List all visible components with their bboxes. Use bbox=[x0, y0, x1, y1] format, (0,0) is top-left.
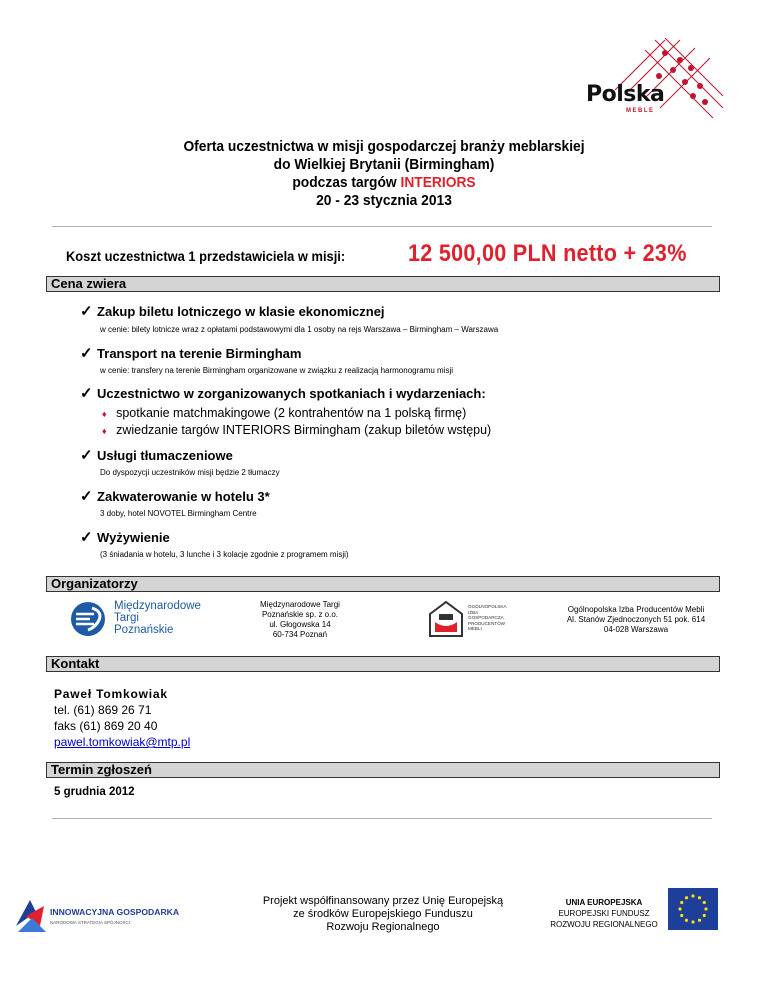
divider bbox=[52, 818, 712, 819]
contact-name: Paweł Tomkowiak bbox=[54, 687, 168, 701]
project-line: ze środków Europejskiego Funduszu bbox=[293, 908, 473, 920]
eu-flag-icon bbox=[668, 888, 718, 930]
divider bbox=[52, 226, 712, 227]
mtp-logo-text bbox=[114, 600, 201, 636]
eu-star bbox=[703, 914, 706, 917]
contact-block bbox=[54, 686, 190, 750]
title-line-2: do Wielkiej Brytanii (Birmingham) bbox=[273, 156, 495, 173]
cost-value: 12 500,00 PLN netto + 23% bbox=[408, 240, 687, 267]
diamond-bullet-icon: ♦ bbox=[102, 426, 107, 436]
check-icon: ✓ bbox=[80, 345, 93, 362]
address-line: ul. Głogowska 14 bbox=[269, 620, 331, 629]
address-line: Ogólnopolska Izba Producentów Mebli bbox=[567, 605, 705, 614]
deadline-date: 5 grudnia 2012 bbox=[54, 786, 135, 798]
footer-project-text bbox=[238, 895, 528, 934]
eu-star bbox=[698, 896, 701, 899]
mtp-address bbox=[244, 600, 356, 640]
mtp-logo-line: Targi bbox=[114, 612, 139, 624]
oipm-logo-line: MEBLI bbox=[468, 626, 482, 632]
eu-star bbox=[703, 901, 706, 904]
contact-fax: faks (61) 869 20 40 bbox=[54, 719, 158, 733]
item-title: Zakup biletu lotniczego w klasie ekonomicznej bbox=[97, 304, 385, 319]
eu-star bbox=[685, 896, 688, 899]
oipm-logo-line: IZBA bbox=[468, 609, 479, 615]
eu-star bbox=[685, 919, 688, 922]
oipm-address bbox=[556, 605, 716, 635]
title-highlight: INTERIORS bbox=[400, 174, 476, 191]
polska-meble-logo bbox=[585, 38, 725, 120]
sub-bullet-text: zwiedzanie targów INTERIORS Birmingham (zakup biletów wstępu) bbox=[116, 423, 492, 437]
title-line-3 bbox=[31, 174, 738, 191]
title-line-1: Oferta uczestnictwa w misji gospodarczej branży meblarskiej bbox=[183, 138, 585, 155]
eu-star bbox=[680, 914, 683, 917]
project-line: Projekt współfinansowany przez Unię Europejską bbox=[262, 895, 504, 907]
list-item bbox=[80, 384, 486, 403]
check-icon: ✓ bbox=[80, 385, 93, 402]
eu-line: UNIA EUROPEJSKA bbox=[565, 898, 643, 907]
item-title: Wyżywienie bbox=[97, 530, 170, 545]
footer-ig-title: INNOWACYJNA GOSPODARKA bbox=[50, 907, 180, 917]
oipm-logo-icon bbox=[426, 600, 466, 638]
eu-line: EUROPEJSKI FUNDUSZ bbox=[558, 909, 650, 918]
item-note: 3 doby, hotel NOVOTEL Birmingham Centre bbox=[100, 509, 257, 518]
check-icon: ✓ bbox=[80, 447, 93, 464]
list-item bbox=[80, 446, 233, 465]
contact-email-link[interactable]: pawel.tomkowiak@mtp.pl bbox=[54, 735, 191, 749]
eu-star bbox=[698, 919, 701, 922]
item-note: w cenie: bilety lotnicze wraz z opłatami podstawowymi dla 1 osoby na rejs Warszawa – Birmingham – Warszawa bbox=[100, 325, 499, 334]
title-line-3-prefix: podczas targów bbox=[292, 174, 401, 191]
check-icon: ✓ bbox=[80, 303, 93, 320]
eu-star bbox=[691, 920, 694, 923]
oipm-logo-text bbox=[468, 604, 507, 632]
mtp-logo-line: Poznańskie bbox=[114, 624, 174, 636]
contact-phone: tel. (61) 869 26 71 bbox=[54, 703, 152, 717]
item-note: (3 śniadania w hotelu, 3 lunche i 3 kolacje zgodnie z programem misji) bbox=[100, 550, 349, 559]
mtp-logo-line: Międzynarodowe bbox=[114, 600, 201, 612]
sub-bullet bbox=[102, 406, 466, 420]
check-icon: ✓ bbox=[80, 488, 93, 505]
sub-bullet-text: spotkanie matchmakingowe (2 kontrahentów na 1 polską firmę) bbox=[116, 406, 467, 420]
sub-bullet bbox=[102, 423, 491, 437]
address-line: 60-734 Poznań bbox=[272, 630, 328, 639]
item-title: Transport na terenie Birmingham bbox=[97, 346, 302, 361]
innovative-economy-icon bbox=[14, 896, 48, 936]
item-note: Do dyspozycji uczestników misji będzie 2 tłumaczy bbox=[100, 468, 280, 477]
address-line: Al. Stanów Zjednoczonych 51 pok. 614 bbox=[566, 615, 706, 624]
eu-star bbox=[691, 894, 694, 897]
mtp-logo-icon bbox=[68, 600, 110, 638]
oipm-logo-line: OGÓLNOPOLSKA bbox=[468, 604, 507, 609]
eu-star bbox=[678, 907, 681, 910]
section-bar-includes: Cena zwiera bbox=[46, 276, 720, 292]
logo-wordmark: Polska bbox=[586, 82, 665, 107]
logo-subtitle: MEBLE bbox=[626, 108, 655, 114]
oipm-logo-line: PRODUCENTÓW bbox=[468, 620, 506, 626]
eu-star bbox=[704, 907, 707, 910]
address-line: 04-028 Warszawa bbox=[603, 625, 669, 634]
eu-line: ROZWOJU REGIONALNEGO bbox=[550, 920, 658, 929]
list-item bbox=[80, 344, 301, 363]
section-bar-organizers: Organizatorzy bbox=[46, 576, 720, 592]
footer-ig-subtitle: NARODOWA STRATEGIA SPÓJNOŚCI bbox=[50, 920, 131, 925]
item-title: Usługi tłumaczeniowe bbox=[97, 448, 233, 463]
cost-label: Koszt uczestnictwa 1 przedstawiciela w misji: bbox=[66, 248, 346, 264]
item-title: Uczestnictwo w zorganizowanych spotkaniach i wydarzeniach: bbox=[97, 386, 486, 401]
title-dates: 20 - 23 stycznia 2013 bbox=[316, 192, 452, 209]
address-line: Międzynarodowe Targi bbox=[260, 600, 340, 609]
section-bar-deadline: Termin zgłoszeń bbox=[46, 762, 720, 778]
oipm-logo-line: GOSPODARCZA bbox=[468, 615, 504, 621]
section-bar-contact: Kontakt bbox=[46, 656, 720, 672]
diamond-bullet-icon: ♦ bbox=[102, 409, 107, 419]
eu-star bbox=[680, 901, 683, 904]
item-note: w cenie: transfery na terenie Birmingham organizowane w związku z realizacją harmonogramu misji bbox=[100, 366, 454, 375]
check-icon: ✓ bbox=[80, 529, 93, 546]
list-item bbox=[80, 487, 270, 506]
address-line: Poznańskie sp. z o.o. bbox=[261, 610, 339, 619]
list-item bbox=[80, 302, 385, 321]
list-item bbox=[80, 528, 170, 547]
footer-eu-text bbox=[548, 897, 660, 930]
item-title: Zakwaterowanie w hotelu 3* bbox=[97, 489, 270, 504]
project-line: Rozwoju Regionalnego bbox=[326, 921, 440, 933]
